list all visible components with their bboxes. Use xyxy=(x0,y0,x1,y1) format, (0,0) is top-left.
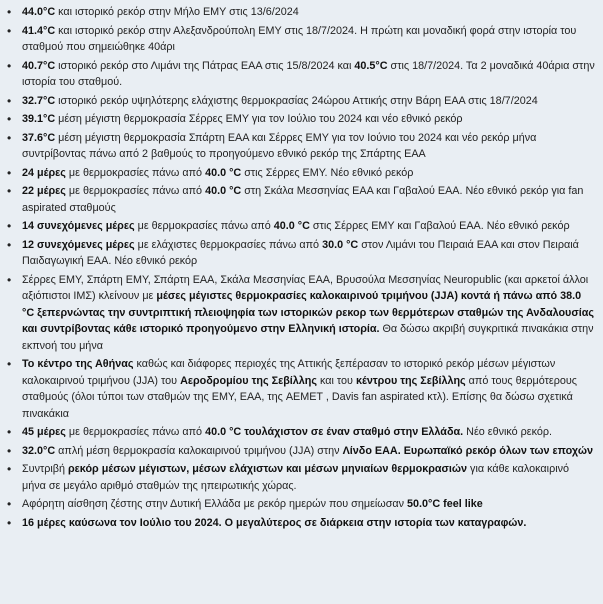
bold-text: 22 μέρες xyxy=(22,185,69,197)
text: μέση μέγιστη θερμοκρασία Σέρρες ΕΜΥ για τον Ιούλιο του 2024 και νέο εθνικό ρεκόρ xyxy=(58,113,463,125)
list-item xyxy=(18,111,595,128)
text: στη Σκάλα Μεσσηνίας ΕΑΑ και Γαβαλού ΕΑΑ. Νέο εθνικό ρεκόρ για fan aspirated σταθμούς xyxy=(22,185,584,214)
list-item xyxy=(18,165,595,182)
text: στις 18/7/2024. Τα 2 μοναδικά 40άρια στην ιστορία του σταθμού. xyxy=(22,59,595,88)
bold-text: 12 συνεχόμενες μέρες xyxy=(22,238,138,251)
bold-text: 40.0 °C xyxy=(205,166,245,179)
text: με θερμοκρασίες πάνω από xyxy=(68,166,206,179)
text: απλή μέση θερμοκρασία καλοκαιρινού τριμήνου (JJA) στην xyxy=(58,444,343,457)
bold-text: Αεροδρομίου της Σεβίλλης xyxy=(180,374,321,387)
list-item xyxy=(18,424,595,441)
bold-text: 40.7°C xyxy=(22,59,59,72)
bold-text: 45 μέρες xyxy=(22,426,69,438)
text: με ελάχιστες θερμοκρασίες πάνω από xyxy=(137,238,323,251)
bold-text: 32.0°C xyxy=(22,444,59,457)
list-item xyxy=(18,183,595,216)
text: Θα δώσω ακριβή συγκριτικά πινακάκια στην εκπνοή του μήνα xyxy=(22,323,594,352)
text: ιστορικό ρεκόρ στο Λιμάνι της Πάτρας ΕΑΑ στις 15/8/2024 και xyxy=(58,59,355,72)
bold-text: 41.4°C xyxy=(22,24,59,37)
text: με θερμοκρασίες πάνω από xyxy=(68,185,206,197)
bold-text: 40.0 °C xyxy=(205,185,245,197)
list-item xyxy=(18,58,595,91)
text: για κάθε καλοκαιρινό μήνα σε μεγάλο αριθμό σταθμών της ηπειρωτικής χώρας. xyxy=(22,463,570,492)
list-item xyxy=(18,4,595,21)
bold-text: 30.0 °C xyxy=(322,238,362,251)
text: ιστορικό ρεκόρ υψηλότερης ελάχιστης θερμοκρασίας 24ώρου Αττικής στην Βάρη ΕΑΑ στις 18/7/2024 xyxy=(58,94,538,107)
text: καθώς και διάφορες περιοχές της Αττικής ξεπέρασαν το ιστορικό ρεκόρ μέσων μέγιστων καλοκαιρινού τριμήνου (JJA) του xyxy=(22,358,556,387)
text: Συντριβή xyxy=(22,463,68,475)
list-item xyxy=(18,515,595,532)
text: με θερμοκρασίες πάνω από xyxy=(137,220,274,232)
text: στις Σέρρες ΕΜΥ. Νέο εθνικό ρεκόρ xyxy=(244,166,414,179)
bold-text: 40.0 °C xyxy=(273,220,313,232)
text: μέση μέγιστη θερμοκρασία Σπάρτη ΕΑΑ και Σέρρες ΕΜΥ για τον Ιούνιο του 2024 και νέο ρεκόρ μήνα συντρίβοντας πάνω από 2 βαθμούς το προηγούμενο εθνικό ρεκόρ της Σπάρτης ΕΑΑ xyxy=(22,131,537,160)
list-item xyxy=(18,218,595,235)
list-item xyxy=(18,130,595,163)
bold-text: 14 συνεχόμενες μέρες xyxy=(22,220,138,232)
text: στον Λιμάνι του Πειραιά ΕΑΑ και στον Πειραιά Παιδαγωγική ΕΑΑ. Νέο εθνικό ρεκόρ xyxy=(22,238,579,267)
records-list xyxy=(18,4,595,531)
list-item xyxy=(18,23,595,56)
bold-text: 44.0°C xyxy=(22,6,59,18)
bold-text: 24 μέρες xyxy=(22,166,69,179)
bold-text: 40.0 °C τουλάχιστον σε έναν σταθμό στην Ελλάδα. xyxy=(205,426,467,438)
bold-text: 50.0°C feel like xyxy=(407,498,483,510)
list-item xyxy=(18,443,595,460)
text: και ιστορικό ρεκόρ στην Αλεξανδρούπολη ΕΜΥ στις 18/7/2024. Η πρώτη και μοναδική φορά στην ιστορία του σταθμού που σημειώθηκε 40άρι xyxy=(22,24,577,53)
bold-text: 16 μέρες καύσωνα τον Ιούλιο του 2024. Ο μεγαλύτερος σε διάρκεια στην ιστορία των καταγραφών. xyxy=(22,516,527,529)
list-item xyxy=(18,237,595,270)
list-item xyxy=(18,461,595,494)
bold-text: 39.1°C xyxy=(22,113,59,125)
bold-text: 32.7°C xyxy=(22,94,59,107)
text: και του xyxy=(320,374,356,387)
text: Αφόρητη αίσθηση ζέστης στην Δυτική Ελλάδα με ρεκόρ ημερών που σημείωσαν xyxy=(22,498,408,510)
text: Σέρρες ΕΜΥ, Σπάρτη ΕΜΥ, Σπάρτη ΕΑΑ, Σκάλα Μεσσηνίας ΕΑΑ, Βρυσούλα Μεσσηνίας Neuropublic (και αρκετοί άλλοι αξιόπιστοι ΙΜΣ) κλείνουν με xyxy=(22,273,589,302)
bold-text: 40.5°C xyxy=(354,59,391,72)
bold-text: μέσες μέγιστες θερμοκρασίες καλοκαιρινού τριμήνου (JJA) κοντά ή πάνω από 38.0 °C ξεπερνώντας την συντριπτική πλειοψηφία των ιστορικών ρεκορ των θερμότερων σταθμών της Ανδαλουσίας και συντρίβοντας κάθε ιστορικό προηγούμενο στην Ελληνική ιστορία. xyxy=(22,290,594,335)
bold-text: 37.6°C xyxy=(22,131,59,144)
list-item xyxy=(18,93,595,110)
list-item xyxy=(18,356,595,422)
text: και ιστορικό ρεκόρ στην Μήλο ΕΜΥ στις 13/6/2024 xyxy=(58,6,299,18)
list-item xyxy=(18,496,595,513)
text: στις Σέρρες ΕΜΥ και Γαβαλού ΕΑΑ. Νέο εθνικό ρεκόρ xyxy=(312,220,570,232)
text: με θερμοκρασίες πάνω από xyxy=(68,426,206,438)
bold-text: Το κέντρο της Αθήνας xyxy=(22,358,137,370)
list-item xyxy=(18,272,595,355)
bold-text: ρεκόρ μέσων μέγιστων, μέσων ελάχιστων και μέσων μηνιαίων θερμοκρασιών xyxy=(68,463,471,475)
bold-text: κέντρου της Σεβίλλης xyxy=(355,374,469,387)
bold-text: Λίνδο ΕΑΑ. Ευρωπαϊκό ρεκόρ όλων των εποχών xyxy=(342,444,593,457)
text: από τους θερμότερους σταθμούς (όλοι τύποι των σταθμών της ΕΜΥ, ΕΑΑ, της AEMET , Davis fan aspirated κτλ). Επίσης θα δώσω σχετικά πινακάκια xyxy=(22,374,577,420)
text: Νέο εθνικό ρεκόρ. xyxy=(466,426,553,438)
